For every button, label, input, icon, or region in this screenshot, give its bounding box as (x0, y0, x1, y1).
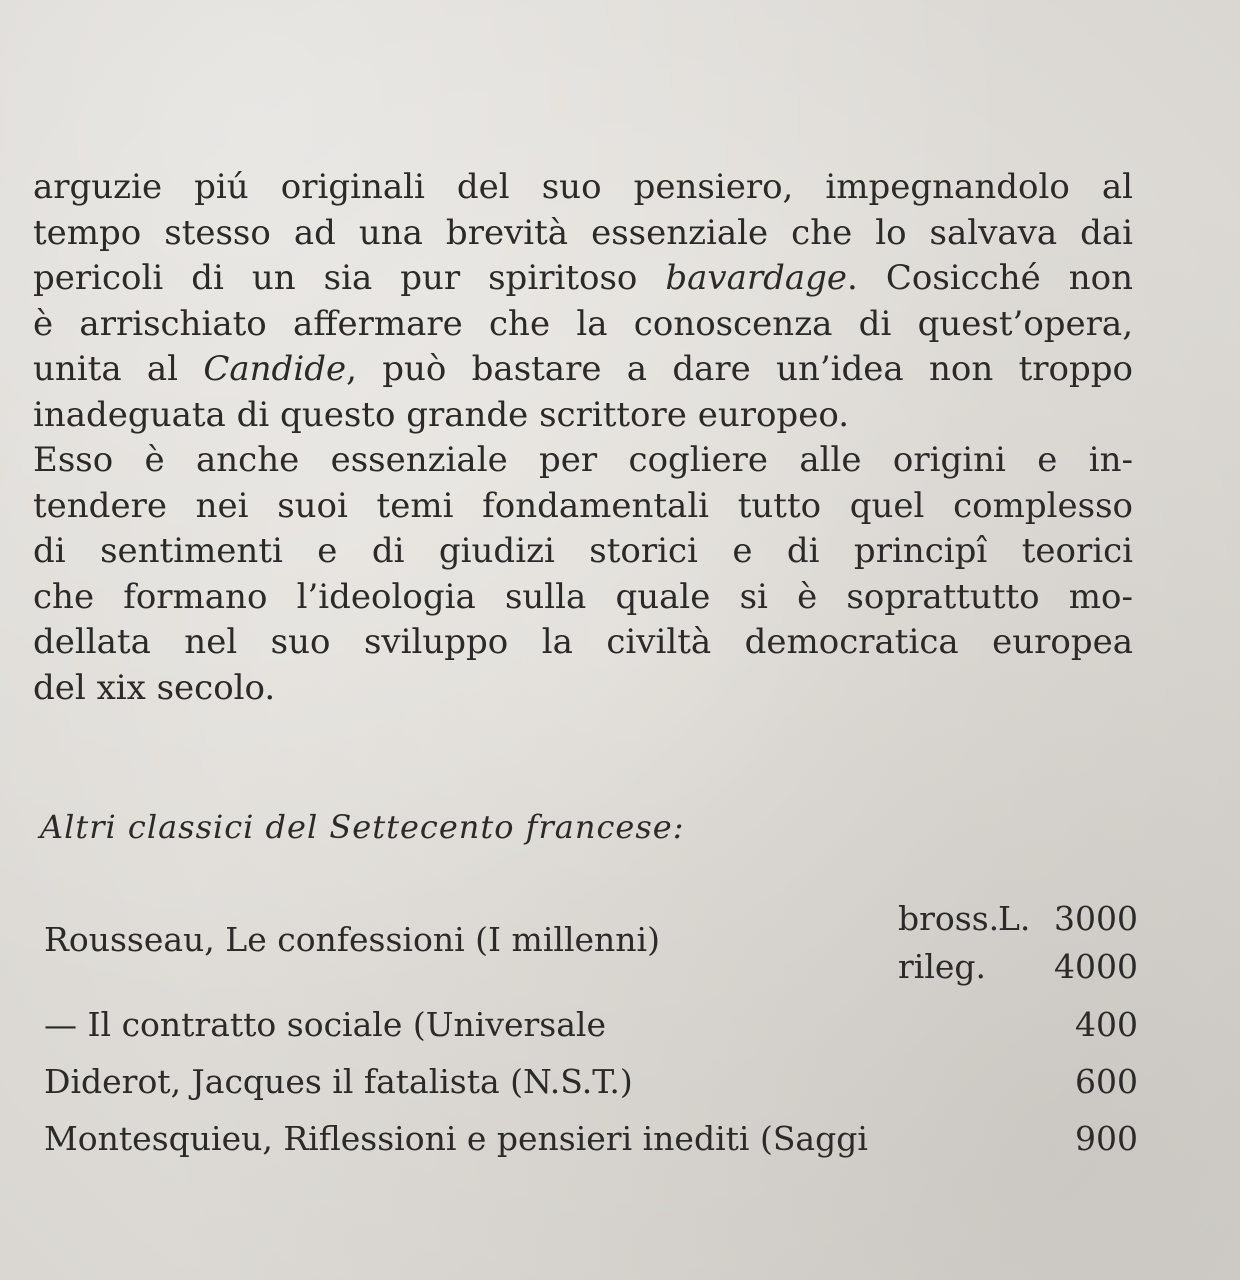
text-line: tempo stesso ad una brevità essenziale che lo salvava dai (33, 212, 1133, 253)
price-currency (998, 943, 1048, 991)
catalog-entry-title: — Il contratto sociale (Universale (44, 1005, 606, 1044)
italic-title: Candide (203, 349, 347, 389)
text-line: pericoli di un sia pur spiritoso bavardage. Cosicché non (33, 258, 1133, 298)
body-paragraph (33, 165, 1133, 711)
text-line: tendere nei suoi temi fondamentali tutto quel complesso (33, 485, 1133, 526)
catalog-entry-title: Montesquieu, Riflessioni e pensieri inediti (Saggi (44, 1119, 868, 1158)
catalog-entry-title: Diderot, Jacques il fatalista (N.S.T.) (44, 1062, 633, 1101)
catalog-entry-prices (898, 895, 1138, 991)
text-line: che formano l’ideologia sulla quale si è soprattutto mo- (33, 576, 1133, 617)
catalog-entry-price: 400 (1075, 1005, 1138, 1044)
text-line: di sentimenti e di giudizi storici e di principî teorici (33, 531, 1133, 571)
price-amount: 4000 (1054, 947, 1138, 986)
italic-term: bavardage (665, 258, 848, 298)
catalog-entry-title: Rousseau, Le confessioni (I millenni) (44, 920, 660, 959)
catalog-entry (44, 1119, 1138, 1169)
text-line: Esso è anche essenziale per cogliere alle origini e in- (33, 440, 1133, 480)
price-amount: 3000 (1054, 899, 1138, 938)
price-format: rileg. (898, 947, 987, 986)
catalog-entry-price: 600 (1075, 1062, 1138, 1101)
catalog-entry-price: 900 (1075, 1119, 1138, 1158)
text-line: dellata nel suo sviluppo la civiltà democratica europea (33, 622, 1133, 662)
text-line: inadeguata di questo grande scrittore europeo. (33, 394, 849, 435)
catalog-entry (44, 1062, 1138, 1112)
price-format: bross. (898, 899, 1000, 938)
catalog-entry (44, 1005, 1138, 1055)
section-heading: Altri classici del Settecento francese: (40, 808, 685, 846)
text-line: è arrischiato affermare che la conoscenza di quest’opera, (33, 303, 1133, 344)
price-row (898, 895, 1138, 943)
text-line: arguzie piú originali del suo pensiero, impegnandolo al (33, 167, 1133, 207)
text-line: del xix secolo. (33, 667, 276, 708)
text-line: unita al Candide, può bastare a dare un’idea non troppo (33, 349, 1133, 389)
price-row (898, 943, 1138, 991)
price-currency: L. (998, 899, 1031, 938)
